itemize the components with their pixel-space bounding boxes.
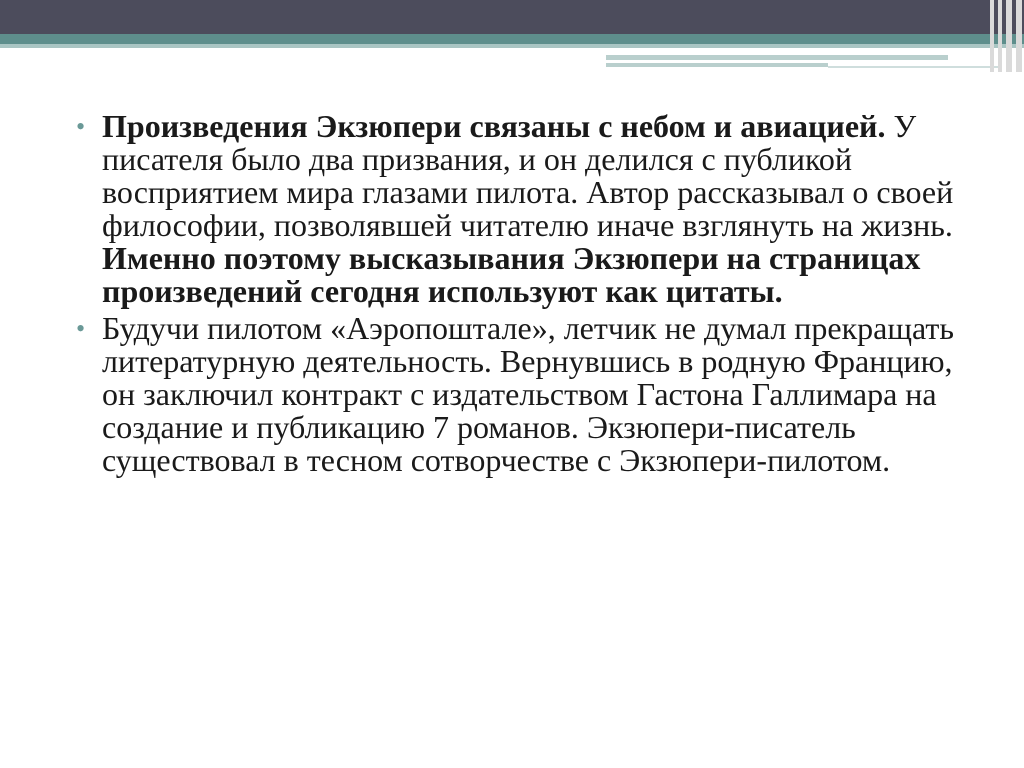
header-decor-line	[828, 66, 998, 68]
bullet-icon: •	[76, 112, 86, 141]
header-decor-bar	[1006, 0, 1012, 72]
slide-body	[72, 110, 962, 481]
header-decor-bars	[986, 0, 1024, 72]
bullet-item	[72, 110, 962, 308]
header-decor-line	[606, 55, 948, 60]
header-decor-bar	[998, 0, 1002, 72]
header-accent-stripe-light	[0, 44, 1024, 48]
header-decor-bar	[1016, 0, 1022, 72]
bullet-item	[72, 312, 962, 477]
bullet-icon: •	[76, 314, 86, 343]
bullet-text-bold: Именно поэтому высказывания Экзюпери на страницах произведений сегодня используют как цитаты.	[102, 240, 921, 309]
header-bar	[0, 0, 1024, 34]
bullet-text: Будучи пилотом «Аэропоштале», летчик не думал прекращать литературную деятельность. Вернувшись в родную Францию, он заключил контракт с издательством Гастона Галлимара на создание и публикацию 7 романов. Экзюпери-писатель существовал в тесном сотворчестве с Экзюпери-пилотом.	[102, 310, 954, 478]
header-decor-line	[606, 63, 828, 67]
header-accent-stripe	[0, 34, 1024, 44]
header-decor-bar	[990, 0, 994, 72]
bullet-text-bold: Произведения Экзюпери связаны с небом и авиацией.	[102, 108, 886, 144]
bullet-text: У писателя было два призвания, и он делился с публикой восприятием мира глазами пилота. Автор рассказывал о своей философии, позволявшей читателю иначе взглянуть на жизнь.	[102, 108, 954, 243]
